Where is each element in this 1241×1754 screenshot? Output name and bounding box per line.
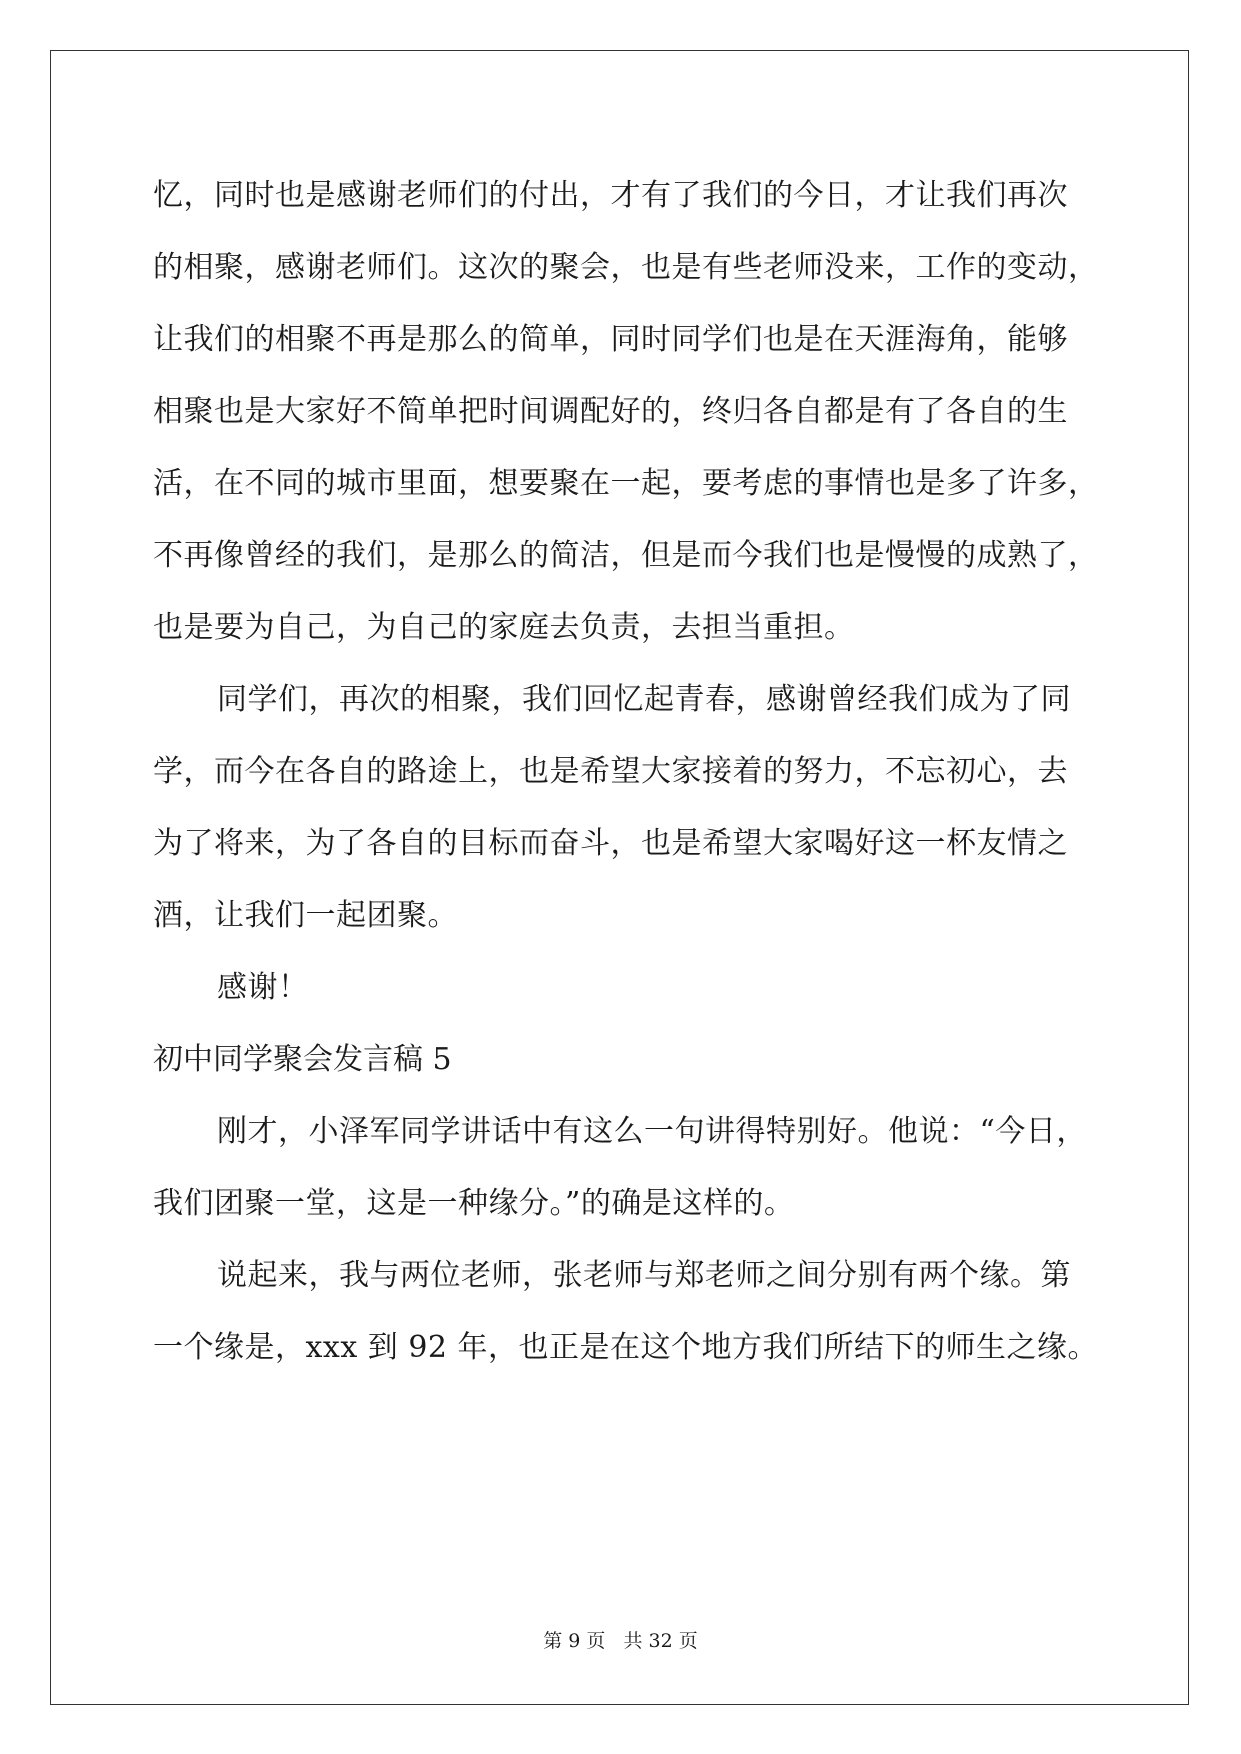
- text-line: 不再像曾经的我们，是那么的简洁，但是而今我们也是慢慢的成熟了，: [153, 538, 1099, 573]
- text-line: 为了将来，为了各自的目标而奋斗，也是希望大家喝好这一杯友情之: [153, 826, 1068, 861]
- paragraph: [153, 952, 1093, 1024]
- document-body: [153, 160, 1099, 1384]
- text-line: 酒，让我们一起团聚。: [153, 898, 458, 933]
- text-line: 我们团聚一堂，这是一种缘分。”的确是这样的。: [153, 1186, 795, 1221]
- text-line: 感谢！: [217, 970, 309, 1005]
- paragraph: [153, 1096, 1093, 1240]
- text-line: 一个缘是，xxx 到 92 年，也正是在这个地方我们所结下的师生之缘。: [153, 1330, 1099, 1365]
- text-line: 的相聚，感谢老师们。这次的聚会，也是有些老师没来，工作的变动，: [153, 250, 1099, 285]
- text-line: 学，而今在各自的路途上，也是希望大家接着的努力，不忘初心，去: [153, 754, 1068, 789]
- text-line: 让我们的相聚不再是那么的简单，同时同学们也是在天涯海角，能够: [153, 322, 1068, 357]
- text-line: 说起来，我与两位老师，张老师与郑老师之间分别有两个缘。第: [217, 1258, 1071, 1293]
- section-heading: 初中同学聚会发言稿 5: [153, 1042, 452, 1077]
- text-line: 也是要为自己，为自己的家庭去负责，去担当重担。: [153, 610, 855, 645]
- text-line: 相聚也是大家好不简单把时间调配好的，终归各自都是有了各自的生: [153, 394, 1068, 429]
- page-footer: [0, 1626, 1241, 1653]
- page-number: 第 9 页: [543, 1630, 606, 1652]
- text-line: 活，在不同的城市里面，想要聚在一起，要考虑的事情也是多了许多，: [153, 466, 1099, 501]
- paragraph: [153, 1240, 1099, 1384]
- text-line: 忆，同时也是感谢老师们的付出，才有了我们的今日，才让我们再次: [153, 178, 1068, 213]
- paragraph: [153, 664, 1093, 952]
- text-line: 同学们，再次的相聚，我们回忆起青春，感谢曾经我们成为了同: [217, 682, 1071, 717]
- page-total: 共 32 页: [623, 1630, 698, 1652]
- text-line: 刚才，小泽军同学讲话中有这么一句讲得特别好。他说：“今日，: [217, 1114, 1087, 1149]
- paragraph: [153, 160, 1099, 664]
